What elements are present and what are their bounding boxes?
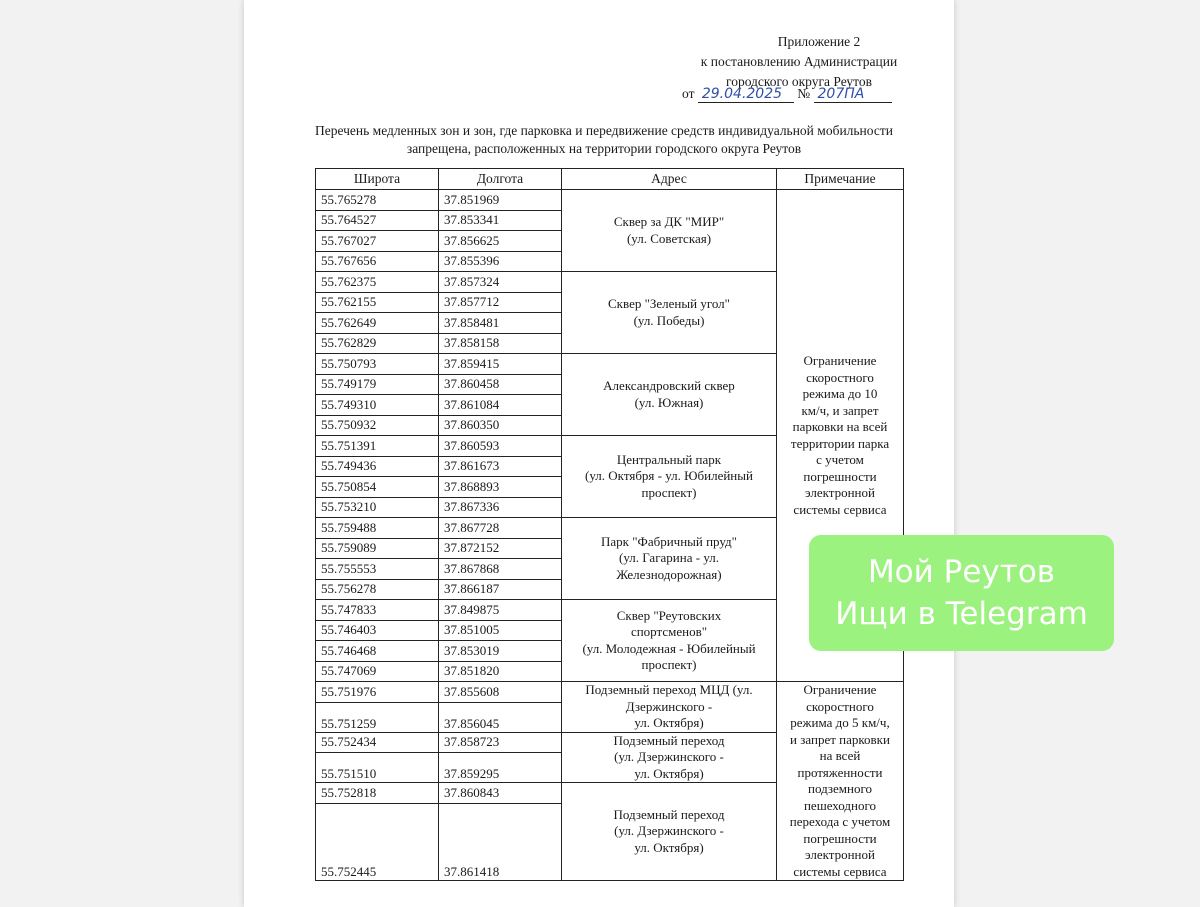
number-prefix: № (797, 86, 811, 101)
header-latitude: Широта (316, 169, 439, 190)
longitude-cell: 37.851005 (439, 620, 562, 641)
longitude-cell: 37.867868 (439, 559, 562, 580)
latitude-cell: 55.762375 (316, 272, 439, 293)
latitude-cell: 55.751976 (316, 682, 439, 703)
longitude-cell: 37.861673 (439, 456, 562, 477)
longitude-cell: 37.868893 (439, 477, 562, 498)
longitude-cell: 37.851969 (439, 190, 562, 211)
appendix-line: Приложение 2 (777, 34, 861, 49)
latitude-cell: 55.756278 (316, 579, 439, 600)
longitude-cell: 37.860843 (439, 783, 562, 804)
table-row (316, 682, 904, 703)
longitude-cell: 37.853019 (439, 641, 562, 662)
longitude-cell: 37.859295 (439, 753, 562, 783)
appendix-line: городского округа Реутов (726, 74, 872, 89)
zones-table (315, 168, 904, 881)
longitude-cell: 37.858158 (439, 333, 562, 354)
longitude-cell: 37.856625 (439, 231, 562, 252)
latitude-cell: 55.751391 (316, 436, 439, 457)
latitude-cell: 55.751510 (316, 753, 439, 783)
header-address: Адрес (562, 169, 777, 190)
latitude-cell: 55.749436 (316, 456, 439, 477)
latitude-cell: 55.755553 (316, 559, 439, 580)
latitude-cell: 55.746403 (316, 620, 439, 641)
note-cell: Ограничение скоростного режима до 5 км/ч, и запрет парковки на всей протяженности подземного пешеходного перехода с учетом погрешности электронной системы сервиса (777, 682, 904, 881)
longitude-cell: 37.857712 (439, 292, 562, 313)
table-row (316, 190, 904, 211)
longitude-cell: 37.867728 (439, 518, 562, 539)
address-cell: Парк "Фабричный пруд" (ул. Гагарина - ул. Железнодорожная) (562, 518, 777, 600)
appendix-line: к постановлению Администрации (700, 54, 898, 69)
longitude-cell: 37.857324 (439, 272, 562, 293)
longitude-cell: 37.860350 (439, 415, 562, 436)
longitude-cell: 37.860593 (439, 436, 562, 457)
latitude-cell: 55.750793 (316, 354, 439, 375)
address-cell: Центральный парк (ул. Октября - ул. Юбилейный проспект) (562, 436, 777, 518)
latitude-cell: 55.767656 (316, 251, 439, 272)
longitude-cell: 37.853341 (439, 210, 562, 231)
latitude-cell: 55.767027 (316, 231, 439, 252)
latitude-cell: 55.762155 (316, 292, 439, 313)
longitude-cell: 37.861084 (439, 395, 562, 416)
latitude-cell: 55.749179 (316, 374, 439, 395)
latitude-cell: 55.762829 (316, 333, 439, 354)
longitude-cell: 37.855608 (439, 682, 562, 703)
longitude-cell: 37.860458 (439, 374, 562, 395)
address-cell: Сквер за ДК "МИР" (ул. Советская) (562, 190, 777, 272)
longitude-cell: 37.872152 (439, 538, 562, 559)
latitude-cell: 55.750854 (316, 477, 439, 498)
latitude-cell: 55.752434 (316, 732, 439, 753)
longitude-cell: 37.867336 (439, 497, 562, 518)
address-cell: Сквер "Реутовских спортсменов" (ул. Молодежная - Юбилейный проспект) (562, 600, 777, 682)
latitude-cell: 55.762649 (316, 313, 439, 334)
longitude-cell: 37.859415 (439, 354, 562, 375)
table-header-row (316, 169, 904, 190)
watermark-line: Ищи в Telegram (835, 596, 1088, 632)
header-longitude: Долгота (439, 169, 562, 190)
latitude-cell: 55.753210 (316, 497, 439, 518)
handwritten-date: 29.04.2025 (698, 86, 794, 103)
document-page (244, 0, 954, 907)
address-cell: Сквер "Зеленый угол" (ул. Победы) (562, 272, 777, 354)
longitude-cell: 37.858481 (439, 313, 562, 334)
telegram-watermark-badge (809, 535, 1114, 651)
address-cell: Александровский сквер (ул. Южная) (562, 354, 777, 436)
latitude-cell: 55.764527 (316, 210, 439, 231)
latitude-cell: 55.752818 (316, 783, 439, 804)
note-cell: Ограничение скоростного режима до 10 км/ч, и запрет парковки на всей территории парка с учетом погрешности электронной системы сервиса (777, 190, 904, 682)
longitude-cell: 37.851820 (439, 661, 562, 682)
latitude-cell: 55.746468 (316, 641, 439, 662)
longitude-cell: 37.849875 (439, 600, 562, 621)
watermark-line: Мой Реутов (867, 554, 1056, 590)
longitude-cell: 37.858723 (439, 732, 562, 753)
address-cell: Подземный переход (ул. Дзержинского - ул. Октября) (562, 732, 777, 783)
latitude-cell: 55.759089 (316, 538, 439, 559)
longitude-cell: 37.856045 (439, 702, 562, 732)
date-prefix: от (682, 86, 695, 101)
longitude-cell: 37.855396 (439, 251, 562, 272)
appendix-header (644, 32, 954, 92)
header-note: Примечание (777, 169, 904, 190)
handwritten-number: 207ПА (814, 86, 892, 103)
latitude-cell: 55.751259 (316, 702, 439, 732)
latitude-cell: 55.749310 (316, 395, 439, 416)
latitude-cell: 55.747069 (316, 661, 439, 682)
latitude-cell: 55.765278 (316, 190, 439, 211)
latitude-cell: 55.752445 (316, 804, 439, 881)
latitude-cell: 55.747833 (316, 600, 439, 621)
longitude-cell: 37.861418 (439, 804, 562, 881)
address-cell: Подземный переход (ул. Дзержинского - ул. Октября) (562, 783, 777, 881)
document-title: Перечень медленных зон и зон, где парковка и передвижение средств индивидуальной мобильности запрещена, расположенных на территории городского округа Реутов (315, 123, 893, 156)
address-cell: Подземный переход МЦД (ул. Дзержинского - ул. Октября) (562, 682, 777, 733)
latitude-cell: 55.750932 (316, 415, 439, 436)
latitude-cell: 55.759488 (316, 518, 439, 539)
document-date-line (682, 86, 942, 103)
longitude-cell: 37.866187 (439, 579, 562, 600)
